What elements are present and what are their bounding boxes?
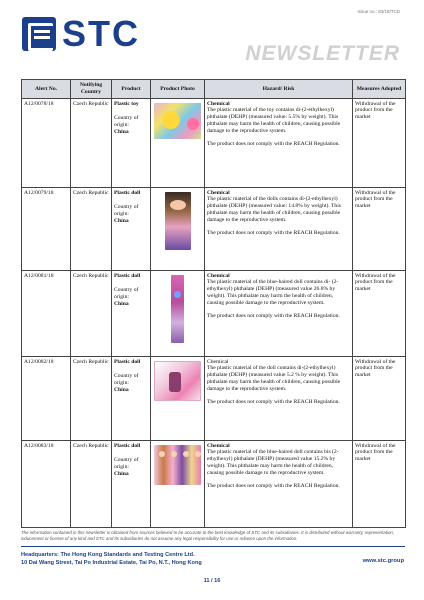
hazard-title: Chemical	[207, 189, 230, 196]
origin-label: Country of origin:	[114, 204, 139, 218]
newsletter-title: NEWSLETTER	[245, 42, 400, 65]
product-cell	[112, 188, 151, 271]
header-notifying-country: Notifying Country	[71, 80, 112, 99]
header-product: Product	[112, 80, 151, 99]
header-hazard-risk: Hazard/ Risk	[205, 80, 353, 99]
hazard-compliance: The product does not comply with the REACH Regulation.	[207, 399, 340, 406]
product-photo-blue-haired-doll	[171, 275, 184, 343]
header-product-photo: Product Photo	[151, 80, 205, 99]
country-cell: Czech Republic	[71, 188, 112, 271]
hazard-title: Chemical	[207, 100, 230, 107]
origin-value: China	[114, 301, 129, 308]
product-photo-plastic-dolls	[165, 192, 191, 250]
hazard-cell	[205, 441, 353, 528]
stc-logo	[22, 14, 140, 54]
table-header-row	[22, 80, 406, 99]
disclaimer-text: The information contained in this newsletter is obtained from sources believed to be accurate to the best knowledge of STC and its subsidiaries. It is distributed without warranty, representation, inducement or license of any kind and STC and its subsidiaries do not assume any legal responsibility for use or reliance upon the information.	[21, 530, 395, 541]
origin-label: Country of origin:	[114, 373, 139, 387]
alert-no-cell: A12/0082/18	[22, 357, 71, 441]
hazard-description: The plastic material of the dolls contains di-(2-ethylhexyl) phthalate (DEHP) (measured value: 14.8% by weight). This phthalate may harm the health of children, causing possible damage to the reproductive system.	[207, 196, 341, 224]
hazard-description: The plastic material of the blue-haired doll contains di- (2-ethylhexyl) phthalate (DEHP) (measured value 26.8% by weight). This phthalate may harm the health of children, causing possible damage to the reproductive system.	[207, 279, 339, 307]
header-measures-adopted: Measures Adopted	[353, 80, 406, 99]
alert-no-cell: A12/0081/18	[22, 271, 71, 357]
headquarters-line-2: 10 Dai Wang Street, Tai Po Industrial Estate, Tai Po, N.T., Hong Kong	[21, 560, 202, 567]
stc-logo-text: STC	[62, 13, 140, 54]
measures-cell: Withdrawal of the product from the market	[353, 99, 406, 188]
photo-cell	[151, 99, 205, 188]
country-cell: Czech Republic	[71, 99, 112, 188]
product-photo-blue-haired-dolls	[154, 445, 201, 485]
product-photo-plastic-toy	[154, 103, 201, 139]
table-row	[22, 188, 406, 271]
measures-cell: Withdrawal of the product from the market	[353, 441, 406, 528]
website-link[interactable]: www.stc.group	[362, 558, 404, 564]
photo-cell	[151, 357, 205, 441]
table-row	[22, 441, 406, 528]
product-name: Plastic doll	[114, 272, 141, 279]
country-cell: Czech Republic	[71, 441, 112, 528]
hazard-title: Chemical	[207, 442, 230, 449]
product-cell	[112, 357, 151, 441]
hazard-compliance: The product does not comply with the REACH Regulation.	[207, 230, 340, 237]
stc-logo-icon	[22, 17, 56, 51]
table-row	[22, 271, 406, 357]
hazard-compliance: The product does not comply with the REACH Regulation.	[207, 483, 340, 490]
alert-no-cell: A12/0083/18	[22, 441, 71, 528]
origin-value: China	[114, 129, 129, 136]
origin-value: China	[114, 387, 129, 394]
country-cell: Czech Republic	[71, 357, 112, 441]
measures-cell: Withdrawal of the product from the market	[353, 357, 406, 441]
product-photo-plastic-doll	[154, 361, 201, 401]
product-name: Plastic toy	[114, 100, 139, 107]
product-cell	[112, 99, 151, 188]
footer-divider	[21, 546, 405, 547]
alert-no-cell: A12/0079/18	[22, 188, 71, 271]
issue-number: Issue no.: 83/18/TCD	[357, 9, 400, 14]
headquarters-line-1: Headquarters: The Hong Kong Standards and Testing Centre Ltd.	[21, 552, 195, 558]
origin-value: China	[114, 218, 129, 225]
photo-cell	[151, 441, 205, 528]
origin-label: Country of origin:	[114, 287, 139, 301]
hazard-compliance: The product does not comply with the REACH Regulation.	[207, 141, 340, 148]
measures-cell: Withdrawal of the product from the market	[353, 188, 406, 271]
page-number: 11 / 16	[203, 578, 221, 584]
country-cell: Czech Republic	[71, 271, 112, 357]
hazard-description: The plastic material of the blue-haired doll contains bis (2-ethylhexyl) phthalate (DEHP) (measured value 15.2% by weight). This phthalate may harm the health of children, causing possible damage to the reproductive system.	[207, 449, 339, 477]
origin-label: Country of origin:	[114, 115, 139, 129]
header-alert-no: Alert No.	[22, 80, 71, 99]
hazard-title: Chemical	[207, 272, 230, 279]
origin-label: Country of origin:	[114, 457, 139, 471]
hazard-description: The plastic material of the doll contains di-(2-ethylhexyl) phthalate (DEHP) (measured value 5.2 % by weight). This phthalate may harm the health of children, causing possible damage to the reproductive system.	[207, 365, 341, 393]
hazard-cell	[205, 357, 353, 441]
headquarters-address	[21, 551, 202, 567]
hazard-compliance: The product does not comply with the REACH Regulation.	[207, 313, 340, 320]
photo-cell	[151, 271, 205, 357]
table-row	[22, 99, 406, 188]
hazard-cell	[205, 271, 353, 357]
origin-value: China	[114, 471, 129, 478]
hazard-title: Chemical	[207, 358, 229, 365]
product-name: Plastic doll	[114, 442, 141, 449]
product-cell	[112, 271, 151, 357]
photo-cell	[151, 188, 205, 271]
alerts-table	[21, 79, 406, 528]
product-name: Plastic doll	[114, 189, 141, 196]
product-name: Plastic doll	[114, 358, 141, 365]
table-row	[22, 357, 406, 441]
hazard-description: The plastic material of the toy contains di-(2-ethylhexyl) phthalate (DEHP) (measured value: 5.5% by weight). This phthalate may harm the health of children, causing possible damage to the reproductive system.	[207, 107, 341, 135]
hazard-cell	[205, 99, 353, 188]
product-cell	[112, 441, 151, 528]
alert-no-cell: A12/0078/18	[22, 99, 71, 188]
measures-cell: Withdrawal of the product from the market	[353, 271, 406, 357]
hazard-cell	[205, 188, 353, 271]
